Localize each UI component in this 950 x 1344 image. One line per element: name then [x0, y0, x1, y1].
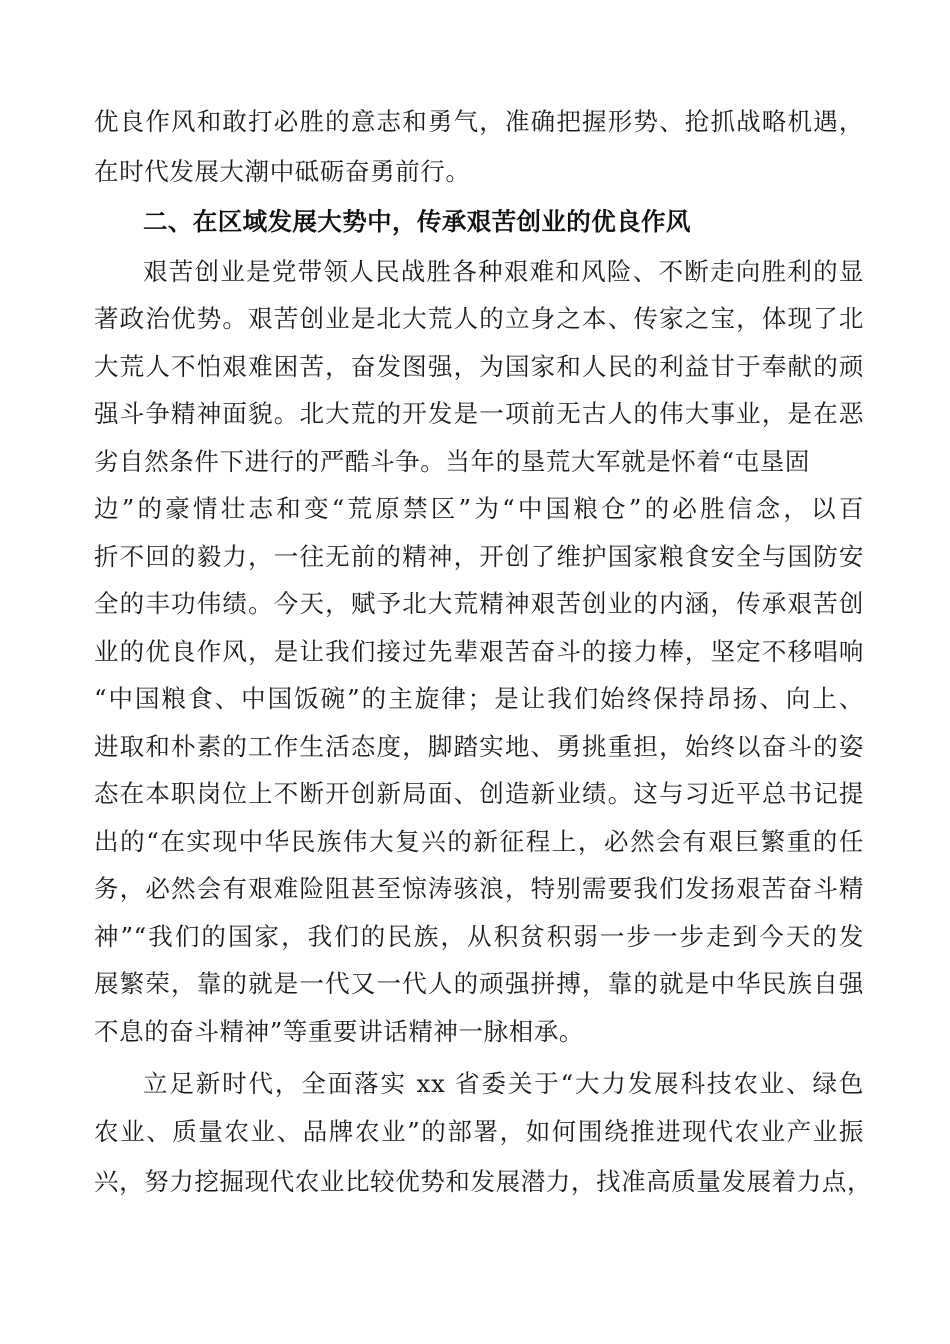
body-text-line: 农业、质量农业、品牌农业”的部署，如何围绕推进现代农业产业振 — [94, 1117, 864, 1146]
body-text-line: 大荒人不怕艰难困苦，奋发图强，为国家和人民的利益甘于奉献的顽 — [94, 352, 864, 381]
body-text-line: 艰苦创业是党带领人民战胜各种艰难和风险、不断走向胜利的显 — [143, 257, 864, 286]
body-text-line: 折不回的毅力，一往无前的精神，开创了维护国家粮食安全与国防安 — [94, 542, 864, 571]
body-text-line: 务，必然会有艰难险阻甚至惊涛骇浪，特别需要我们发扬艰苦奋斗精 — [94, 874, 864, 903]
body-text-line: 不息的奋斗精神”等重要讲话精神一脉相承。 — [94, 1017, 585, 1046]
body-text-line: 全的丰功伟绩。今天，赋予北大荒精神艰苦创业的内涵，传承艰苦创 — [94, 589, 864, 618]
body-text-line: 出的“在实现中华民族伟大复兴的新征程上，必然会有艰巨繁重的任 — [94, 827, 864, 856]
body-text-line: 劣自然条件下进行的严酷斗争。当年的垦荒大军就是怀着“屯垦固 — [94, 447, 810, 476]
body-text-line: 业的优良作风，是让我们接过先辈艰苦奋斗的接力棒，坚定不移唱响 — [94, 637, 864, 666]
body-text-line: 神”“我们的国家，我们的民族，从积贫积弱一步一步走到今天的发 — [94, 922, 864, 951]
body-text-line: 在时代发展大潮中砥砺奋勇前行。 — [94, 157, 471, 186]
body-text-line: 兴，努力挖掘现代农业比较优势和发展潜力，找准高质量发展着力点， — [94, 1167, 873, 1196]
body-text-line: 展繁荣，靠的就是一代又一代人的顽强拼搏，靠的就是中华民族自强 — [94, 969, 864, 998]
body-text-line: 边”的豪情壮志和变“荒原禁区”为“中国粮仓”的必胜信念，以百 — [94, 494, 864, 523]
body-text-line: 优良作风和敢打必胜的意志和勇气，准确把握形势、抢抓战略机遇， — [94, 107, 864, 136]
body-text-line: 立足新时代，全面落实 xx 省委关于“大力发展科技农业、绿色 — [143, 1069, 864, 1098]
body-text-line: “中国粮食、中国饭碗”的主旋律；是让我们始终保持昂扬、向上、 — [94, 684, 864, 713]
body-text-line: 强斗争精神面貌。北大荒的开发是一项前无古人的伟大事业，是在恶 — [94, 399, 864, 428]
body-text-line: 进取和朴素的工作生活态度，脚踏实地、勇挑重担，始终以奋斗的姿 — [94, 732, 864, 761]
body-text-line: 著政治优势。艰苦创业是北大荒人的立身之本、传家之宝，体现了北 — [94, 304, 864, 333]
section-heading: 二、在区域发展大势中，传承艰苦创业的优良作风 — [143, 207, 691, 236]
body-text-line: 态在本职岗位上不断开创新局面、创造新业绩。这与习近平总书记提 — [94, 779, 864, 808]
